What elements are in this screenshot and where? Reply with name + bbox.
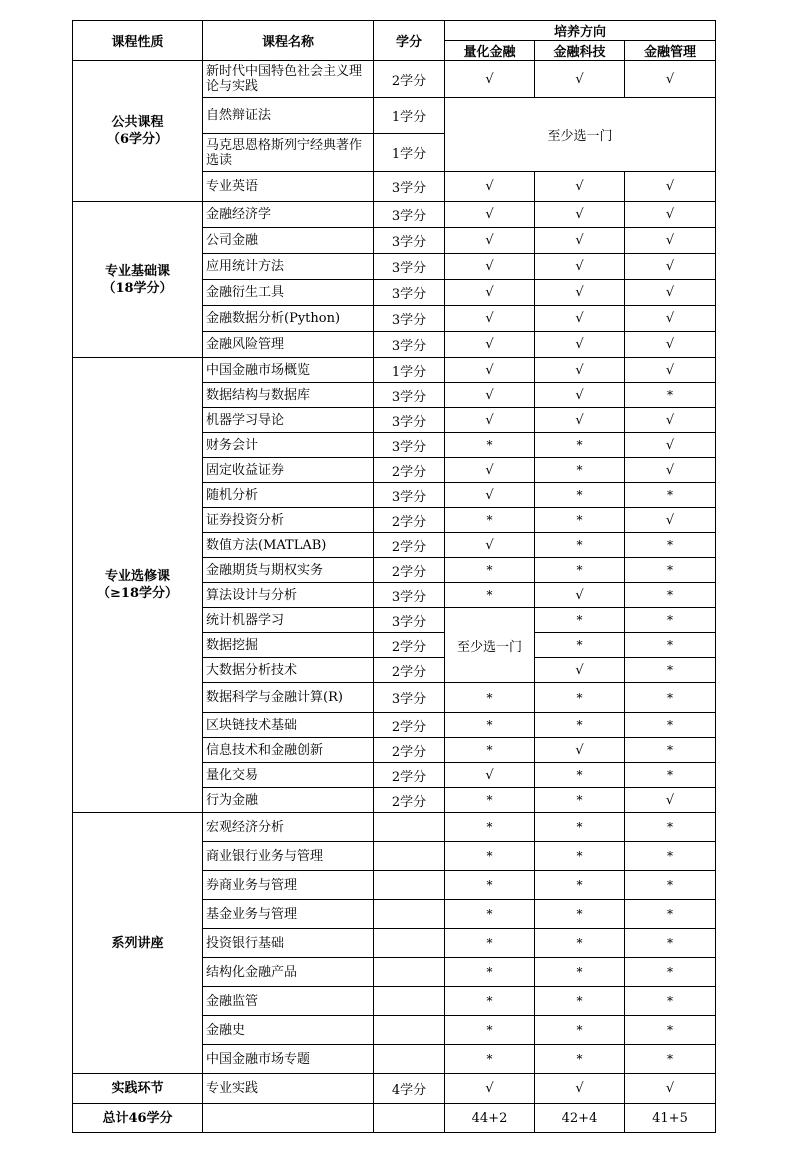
course-name: 统计机器学习 <box>203 608 374 633</box>
table-row <box>73 813 716 842</box>
course-name: 公司金融 <box>203 228 374 254</box>
course-credit <box>374 958 445 987</box>
mark-cell: √ <box>625 228 716 254</box>
header-direction-management: 金融管理 <box>625 41 716 61</box>
mark-cell: √ <box>445 1074 535 1104</box>
mark-cell: * <box>535 929 625 958</box>
course-credit: 2学分 <box>374 738 445 763</box>
course-name: 大数据分析技术 <box>203 658 374 683</box>
mark-cell: √ <box>445 61 535 98</box>
course-credit: 4学分 <box>374 1074 445 1104</box>
total-fintech: 42+4 <box>535 1104 625 1133</box>
course-name: 固定收益证券 <box>203 458 374 483</box>
course-credit: 3学分 <box>374 433 445 458</box>
mark-cell: √ <box>535 383 625 408</box>
course-credit: 2学分 <box>374 658 445 683</box>
mark-cell: * <box>625 583 716 608</box>
mark-cell: √ <box>625 433 716 458</box>
mark-cell: √ <box>535 228 625 254</box>
course-credit <box>374 842 445 871</box>
mark-cell: √ <box>535 358 625 383</box>
course-name: 算法设计与分析 <box>203 583 374 608</box>
header-direction-quant: 量化金融 <box>445 41 535 61</box>
mark-cell: * <box>625 383 716 408</box>
mark-cell: √ <box>445 172 535 202</box>
mark-cell: * <box>445 958 535 987</box>
mark-cell: * <box>625 842 716 871</box>
mark-cell: * <box>445 871 535 900</box>
mark-cell: * <box>535 558 625 583</box>
course-credit: 2学分 <box>374 763 445 788</box>
mark-cell: √ <box>535 306 625 332</box>
course-credit: 3学分 <box>374 408 445 433</box>
category-basic: 专业基础课 （18学分） <box>73 202 203 358</box>
mark-cell: √ <box>625 788 716 813</box>
course-name: 信息技术和金融创新 <box>203 738 374 763</box>
mark-cell: * <box>445 433 535 458</box>
course-name: 新时代中国特色社会主义理论与实践 <box>203 61 374 98</box>
mark-cell: * <box>625 558 716 583</box>
course-credit: 1学分 <box>374 134 445 172</box>
mark-cell: √ <box>535 658 625 683</box>
mark-cell: * <box>445 508 535 533</box>
course-credit: 2学分 <box>374 508 445 533</box>
category-public: 公共课程 （6学分） <box>73 61 203 202</box>
course-credit: 1学分 <box>374 358 445 383</box>
course-name: 金融监管 <box>203 987 374 1016</box>
course-name: 中国金融市场概览 <box>203 358 374 383</box>
mark-cell: √ <box>445 254 535 280</box>
mark-cell: * <box>535 458 625 483</box>
header-course: 课程名称 <box>203 21 374 61</box>
course-credit: 2学分 <box>374 633 445 658</box>
mark-cell: * <box>625 633 716 658</box>
course-name: 基金业务与管理 <box>203 900 374 929</box>
mark-cell: √ <box>535 1074 625 1104</box>
mark-cell: * <box>625 608 716 633</box>
course-credit: 3学分 <box>374 228 445 254</box>
course-name: 马克思恩格斯列宁经典著作选读 <box>203 134 374 172</box>
mark-cell: * <box>625 738 716 763</box>
mark-cell: * <box>445 558 535 583</box>
course-name: 数值方法(MATLAB) <box>203 533 374 558</box>
mark-cell: √ <box>535 583 625 608</box>
mark-cell: √ <box>445 458 535 483</box>
table-row <box>73 202 716 228</box>
course-credit <box>374 813 445 842</box>
mark-cell: * <box>445 929 535 958</box>
course-name: 宏观经济分析 <box>203 813 374 842</box>
mark-cell: √ <box>625 458 716 483</box>
course-credit: 2学分 <box>374 558 445 583</box>
course-name: 专业英语 <box>203 172 374 202</box>
mark-cell: * <box>535 871 625 900</box>
mark-cell: * <box>625 958 716 987</box>
mark-cell: * <box>625 683 716 713</box>
mark-cell: * <box>535 633 625 658</box>
course-name: 行为金融 <box>203 788 374 813</box>
mark-cell: * <box>445 1045 535 1074</box>
course-credit <box>374 929 445 958</box>
course-name: 商业银行业务与管理 <box>203 842 374 871</box>
mark-cell: * <box>445 900 535 929</box>
course-name: 数据结构与数据库 <box>203 383 374 408</box>
course-name: 金融史 <box>203 1016 374 1045</box>
mark-cell: √ <box>445 533 535 558</box>
mark-cell: √ <box>625 61 716 98</box>
category-elective: 专业选修课 （≥18学分） <box>73 358 203 813</box>
mark-cell: √ <box>625 254 716 280</box>
mark-cell: * <box>625 713 716 738</box>
mark-cell: * <box>445 788 535 813</box>
course-credit: 3学分 <box>374 608 445 633</box>
mark-cell: * <box>535 987 625 1016</box>
table-body <box>73 61 716 1133</box>
mark-cell: * <box>625 871 716 900</box>
mark-cell: * <box>535 842 625 871</box>
table-row <box>73 358 716 383</box>
course-name: 投资银行基础 <box>203 929 374 958</box>
course-name: 券商业务与管理 <box>203 871 374 900</box>
mark-cell: * <box>445 813 535 842</box>
course-name: 数据挖掘 <box>203 633 374 658</box>
course-credit: 2学分 <box>374 788 445 813</box>
course-name: 金融数据分析(Python) <box>203 306 374 332</box>
course-name: 机器学习导论 <box>203 408 374 433</box>
mark-cell: √ <box>535 202 625 228</box>
mark-cell: * <box>535 1045 625 1074</box>
course-credit <box>374 1016 445 1045</box>
mark-cell: * <box>445 842 535 871</box>
mark-cell: √ <box>445 228 535 254</box>
category-lecture: 系列讲座 <box>73 813 203 1074</box>
header-credit: 学分 <box>374 21 445 61</box>
total-quant: 44+2 <box>445 1104 535 1133</box>
mark-cell: √ <box>535 254 625 280</box>
mark-cell: √ <box>625 332 716 358</box>
course-credit: 2学分 <box>374 61 445 98</box>
mark-cell: √ <box>535 172 625 202</box>
mark-cell: * <box>535 958 625 987</box>
course-name: 金融风险管理 <box>203 332 374 358</box>
mark-cell: * <box>625 533 716 558</box>
mark-cell: √ <box>625 172 716 202</box>
mark-cell: * <box>625 900 716 929</box>
course-credit: 3学分 <box>374 202 445 228</box>
course-credit <box>374 871 445 900</box>
course-name: 量化交易 <box>203 763 374 788</box>
mark-cell: * <box>535 433 625 458</box>
mark-cell: √ <box>445 280 535 306</box>
course-credit <box>374 900 445 929</box>
mark-cell: * <box>535 713 625 738</box>
mark-cell: * <box>625 763 716 788</box>
mark-cell: √ <box>535 738 625 763</box>
course-name: 证券投资分析 <box>203 508 374 533</box>
mark-cell: * <box>535 483 625 508</box>
mark-cell: √ <box>445 383 535 408</box>
mark-cell: * <box>535 1016 625 1045</box>
course-name: 自然辩证法 <box>203 98 374 134</box>
category-total: 总计46学分 <box>73 1104 203 1133</box>
mark-cell: √ <box>535 280 625 306</box>
mark-cell: * <box>445 683 535 713</box>
mark-cell: √ <box>625 358 716 383</box>
header-direction-fintech: 金融科技 <box>535 41 625 61</box>
mark-cell: √ <box>445 483 535 508</box>
table-row <box>73 1104 716 1133</box>
header-direction: 培养方向 <box>445 21 716 41</box>
category-practice: 实践环节 <box>73 1074 203 1104</box>
choose-one-note: 至少选一门 <box>445 98 716 172</box>
mark-cell: * <box>535 508 625 533</box>
course-credit: 3学分 <box>374 483 445 508</box>
mark-cell: √ <box>535 61 625 98</box>
course-name: 财务会计 <box>203 433 374 458</box>
table-row <box>73 1074 716 1104</box>
course-credit: 3学分 <box>374 583 445 608</box>
mark-cell: √ <box>535 332 625 358</box>
mark-cell: * <box>445 583 535 608</box>
mark-cell: √ <box>535 408 625 433</box>
mark-cell: * <box>445 713 535 738</box>
course-credit: 3学分 <box>374 383 445 408</box>
course-name: 金融经济学 <box>203 202 374 228</box>
mark-cell: √ <box>625 408 716 433</box>
mark-cell: * <box>535 763 625 788</box>
course-name: 区块链技术基础 <box>203 713 374 738</box>
header-category: 课程性质 <box>73 21 203 61</box>
course-name: 数据科学与金融计算(R) <box>203 683 374 713</box>
choose-one-note: 至少选一门 <box>445 608 535 683</box>
mark-cell: * <box>535 683 625 713</box>
mark-cell: * <box>625 1045 716 1074</box>
course-credit: 3学分 <box>374 306 445 332</box>
mark-cell: √ <box>445 306 535 332</box>
course-credit: 3学分 <box>374 172 445 202</box>
mark-cell: * <box>445 1016 535 1045</box>
course-credit: 3学分 <box>374 280 445 306</box>
mark-cell: * <box>535 900 625 929</box>
mark-cell: √ <box>625 1074 716 1104</box>
mark-cell: √ <box>625 306 716 332</box>
curriculum-table <box>72 20 716 1133</box>
course-credit <box>374 987 445 1016</box>
mark-cell: * <box>625 658 716 683</box>
course-name: 应用统计方法 <box>203 254 374 280</box>
mark-cell: * <box>535 788 625 813</box>
mark-cell: √ <box>445 202 535 228</box>
course-credit: 3学分 <box>374 254 445 280</box>
mark-cell: * <box>445 738 535 763</box>
total-management: 41+5 <box>625 1104 716 1133</box>
course-name: 随机分析 <box>203 483 374 508</box>
course-credit: 3学分 <box>374 683 445 713</box>
mark-cell: * <box>625 987 716 1016</box>
mark-cell: * <box>625 929 716 958</box>
course-credit <box>374 1104 445 1133</box>
course-name: 金融衍生工具 <box>203 280 374 306</box>
mark-cell: √ <box>445 763 535 788</box>
course-credit: 3学分 <box>374 332 445 358</box>
mark-cell: √ <box>445 408 535 433</box>
mark-cell: * <box>535 813 625 842</box>
course-credit: 2学分 <box>374 533 445 558</box>
table-row <box>73 61 716 98</box>
course-credit: 2学分 <box>374 458 445 483</box>
mark-cell: * <box>445 987 535 1016</box>
mark-cell: √ <box>625 202 716 228</box>
mark-cell: * <box>625 1016 716 1045</box>
course-name: 中国金融市场专题 <box>203 1045 374 1074</box>
mark-cell: √ <box>625 508 716 533</box>
mark-cell: * <box>625 813 716 842</box>
mark-cell: √ <box>445 358 535 383</box>
mark-cell: * <box>625 483 716 508</box>
mark-cell: * <box>535 533 625 558</box>
course-name: 专业实践 <box>203 1074 374 1104</box>
course-credit <box>374 1045 445 1074</box>
course-credit: 2学分 <box>374 713 445 738</box>
course-name: 金融期货与期权实务 <box>203 558 374 583</box>
mark-cell: √ <box>625 280 716 306</box>
course-credit: 1学分 <box>374 98 445 134</box>
mark-cell: * <box>535 608 625 633</box>
mark-cell: √ <box>445 332 535 358</box>
course-name <box>203 1104 374 1133</box>
course-name: 结构化金融产品 <box>203 958 374 987</box>
